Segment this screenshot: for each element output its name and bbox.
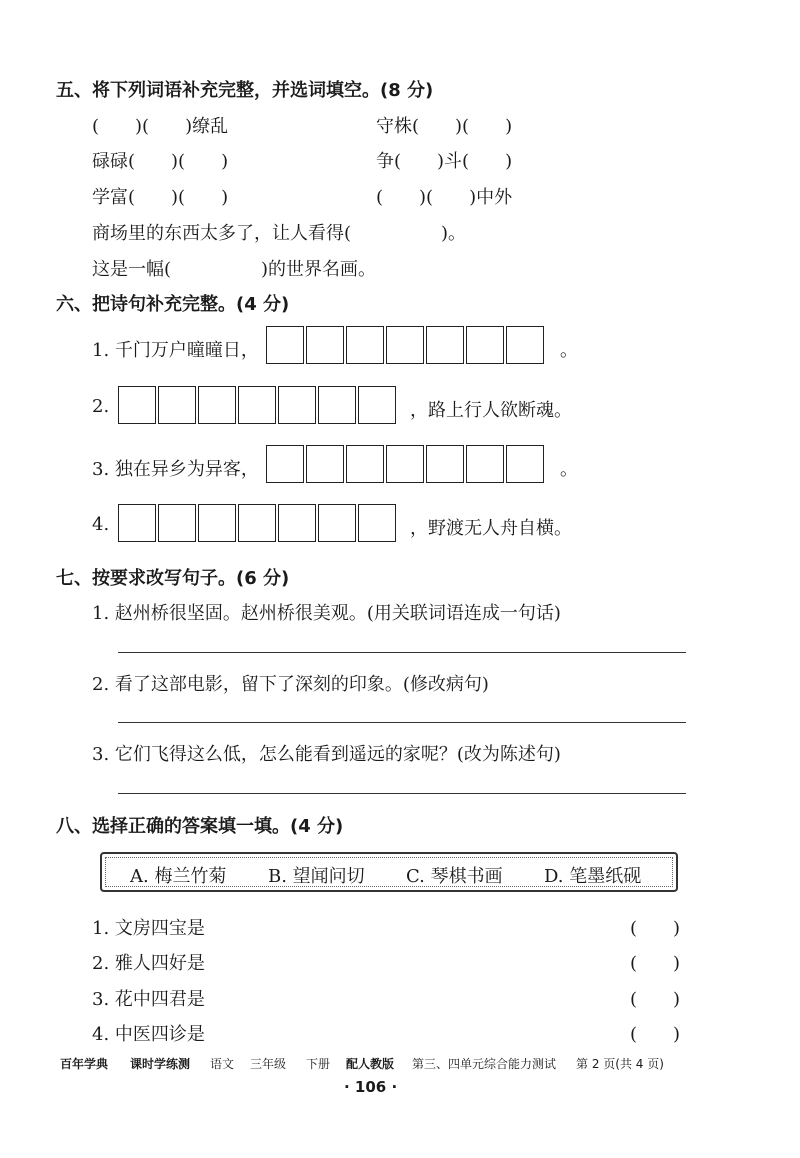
footer-test: 第三、四单元综合能力测试: [412, 1057, 557, 1071]
poem-q4-boxes[interactable]: [118, 504, 396, 542]
poem-q4-label: 4.: [92, 514, 110, 535]
char-box[interactable]: [306, 326, 344, 364]
section6-title: 六、把诗句补充完整。(4 分): [56, 294, 290, 315]
answer-line[interactable]: [118, 652, 686, 653]
char-box[interactable]: [506, 326, 544, 364]
option-d: D. 笔墨纸砚: [544, 866, 642, 887]
poem-q3-boxes[interactable]: [266, 445, 544, 483]
section5-title: 五、将下列词语补充完整，并选词填空。(8 分): [56, 80, 434, 101]
idiom-row2-right: 争( )斗( ): [376, 151, 513, 172]
answer-paren[interactable]: ( ): [630, 1024, 681, 1045]
poem-q3-label: 3. 独在异乡为异客，: [92, 459, 259, 480]
answer-paren[interactable]: ( ): [630, 989, 681, 1010]
footer-volume: 下册: [306, 1057, 331, 1071]
char-box[interactable]: [238, 386, 276, 424]
idiom-row1-left: ( )( )缭乱: [92, 116, 229, 137]
char-box[interactable]: [198, 386, 236, 424]
section7-title: 七、按要求改写句子。(6 分): [56, 568, 290, 589]
poem-q2-boxes[interactable]: [118, 386, 396, 424]
char-box[interactable]: [238, 504, 276, 542]
poem-q1-end: 。: [560, 340, 578, 361]
poem-q1-label: 1. 千门万户曈曈日，: [92, 340, 259, 361]
char-box[interactable]: [358, 504, 396, 542]
choice-q4: 4. 中医四诊是: [92, 1024, 205, 1045]
option-a: A. 梅兰竹菊: [130, 866, 227, 887]
char-box[interactable]: [158, 504, 196, 542]
poem-q4-end: ，野渡无人舟自横。: [410, 518, 572, 539]
char-box[interactable]: [266, 326, 304, 364]
char-box[interactable]: [278, 504, 316, 542]
char-box[interactable]: [386, 445, 424, 483]
footer-series: 课时学练测: [130, 1057, 191, 1071]
poem-q1-boxes[interactable]: [266, 326, 544, 364]
answer-paren[interactable]: ( ): [630, 953, 681, 974]
poem-q3-end: 。: [560, 459, 578, 480]
footer-grade: 三年级: [250, 1057, 287, 1071]
poem-q2-label: 2.: [92, 396, 110, 417]
choice-q3: 3. 花中四君是: [92, 989, 205, 1010]
choice-q1: 1. 文房四宝是: [92, 918, 205, 939]
char-box[interactable]: [118, 504, 156, 542]
fill-sentence-2: 这是一幅( )的世界名画。: [92, 259, 377, 280]
footer-page-info: 第 2 页(共 4 页): [576, 1057, 664, 1071]
char-box[interactable]: [426, 445, 464, 483]
page-number: · 106 ·: [344, 1078, 398, 1096]
rewrite-q2: 2. 看了这部电影，留下了深刻的印象。(修改病句): [92, 674, 489, 695]
char-box[interactable]: [346, 326, 384, 364]
answer-paren[interactable]: ( ): [630, 918, 681, 939]
char-box[interactable]: [426, 326, 464, 364]
idiom-row3-left: 学富( )( ): [92, 187, 229, 208]
char-box[interactable]: [386, 326, 424, 364]
char-box[interactable]: [466, 445, 504, 483]
char-box[interactable]: [306, 445, 344, 483]
char-box[interactable]: [358, 386, 396, 424]
option-b: B. 望闻问切: [268, 866, 365, 887]
char-box[interactable]: [266, 445, 304, 483]
char-box[interactable]: [506, 445, 544, 483]
option-c: C. 琴棋书画: [406, 866, 503, 887]
char-box[interactable]: [278, 386, 316, 424]
answer-line[interactable]: [118, 722, 686, 723]
char-box[interactable]: [318, 386, 356, 424]
footer-brand: 百年学典: [60, 1057, 109, 1071]
char-box[interactable]: [346, 445, 384, 483]
section8-title: 八、选择正确的答案填一填。(4 分): [56, 816, 344, 837]
char-box[interactable]: [318, 504, 356, 542]
fill-sentence-1: 商场里的东西太多了，让人看得( )。: [92, 223, 467, 244]
char-box[interactable]: [466, 326, 504, 364]
char-box[interactable]: [158, 386, 196, 424]
char-box[interactable]: [198, 504, 236, 542]
choice-q2: 2. 雅人四好是: [92, 953, 205, 974]
rewrite-q3: 3. 它们飞得这么低，怎么能看到遥远的家呢？(改为陈述句): [92, 744, 561, 765]
char-box[interactable]: [118, 386, 156, 424]
footer-subject: 语文: [210, 1057, 235, 1071]
footer-edition: 配人教版: [346, 1057, 395, 1071]
rewrite-q1: 1. 赵州桥很坚固。赵州桥很美观。(用关联词语连成一句话): [92, 603, 561, 624]
idiom-row3-right: ( )( )中外: [376, 187, 513, 208]
poem-q2-end: ，路上行人欲断魂。: [410, 400, 572, 421]
idiom-row2-left: 碌碌( )( ): [92, 151, 229, 172]
answer-line[interactable]: [118, 793, 686, 794]
idiom-row1-right: 守株( )( ): [376, 116, 513, 137]
